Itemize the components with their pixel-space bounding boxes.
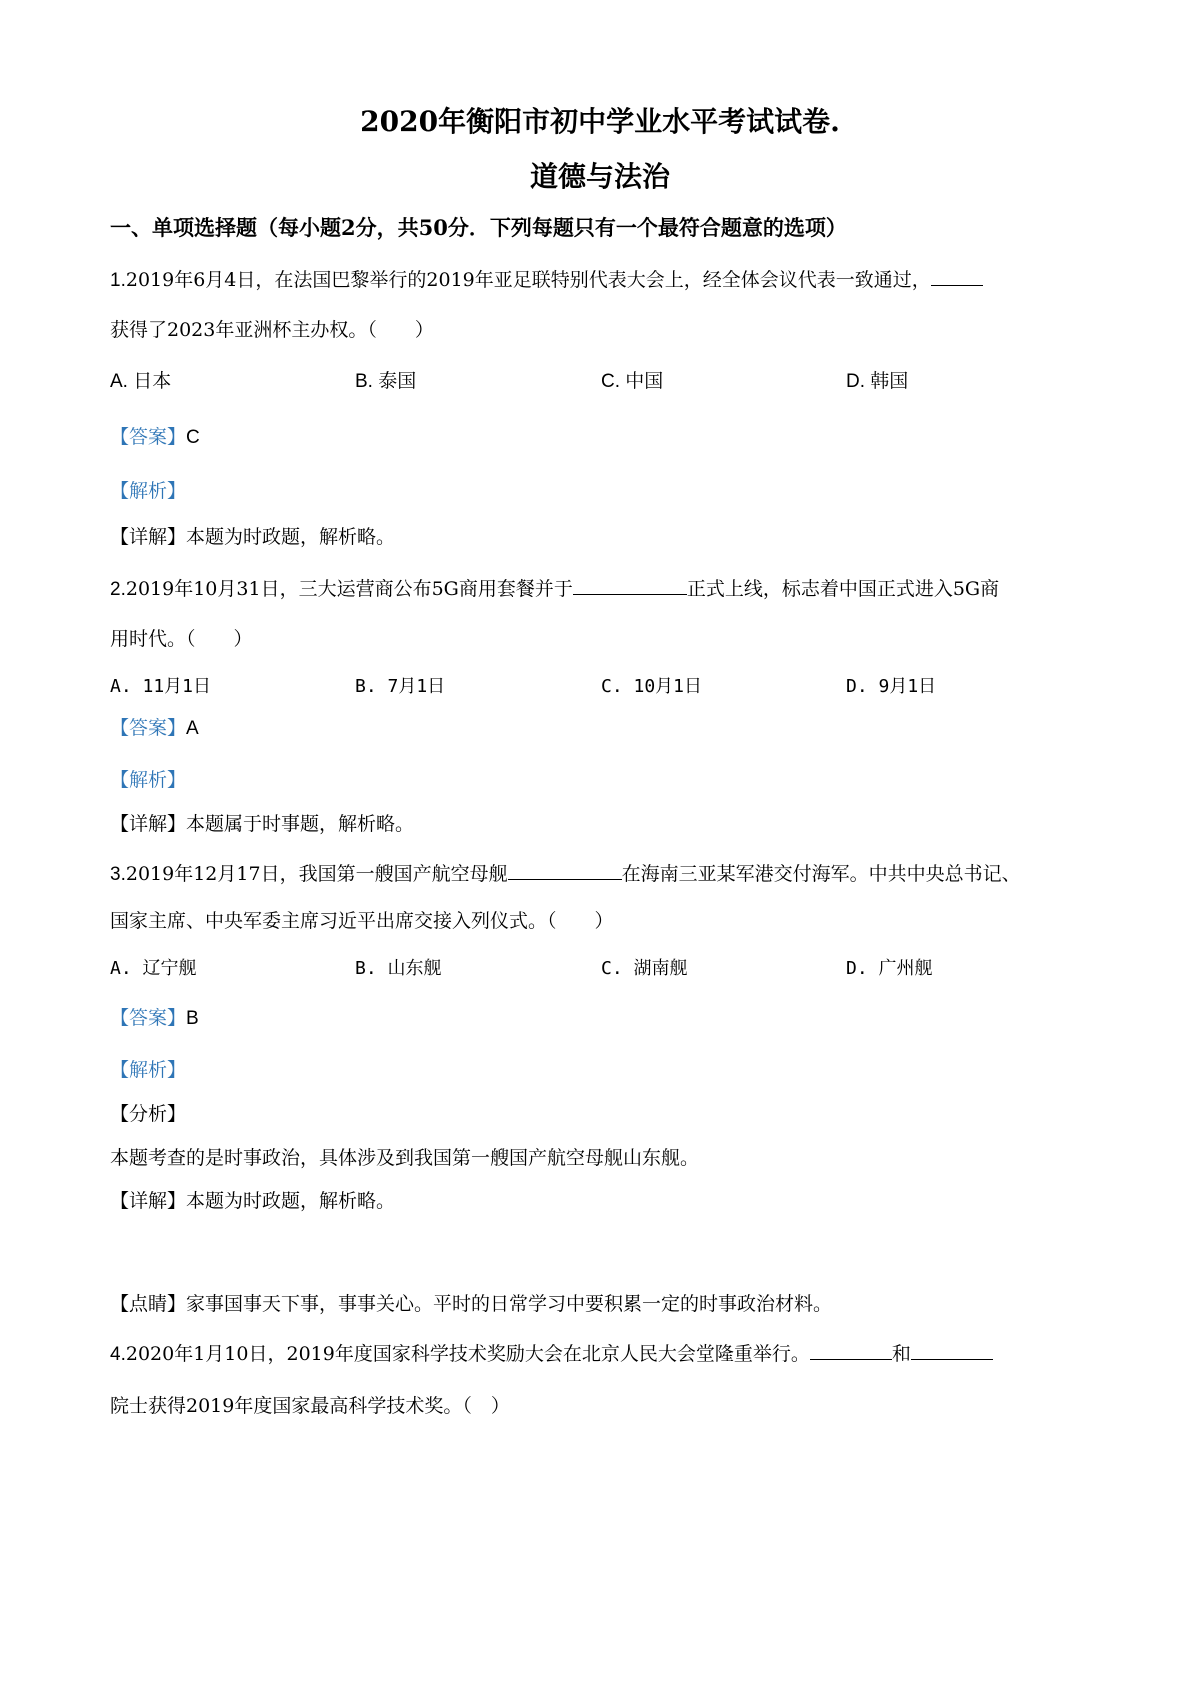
question-number: 1. bbox=[110, 270, 126, 291]
q1-detail bbox=[110, 522, 395, 549]
q3-fenxi-tag: 【分析】 bbox=[110, 1103, 187, 1125]
question-text: 2019年10月31日，三大运营商公布5G商用套餐并于 bbox=[125, 578, 573, 600]
q3-fenxi-text: 本题考查的是时事政治，具体涉及到我国第一艘国产航空母舰山东舰。 bbox=[110, 1147, 700, 1169]
detail-tag: 【详解】 bbox=[110, 1190, 187, 1212]
question-4-line-1 bbox=[110, 1339, 993, 1366]
question-3-line-2: 国家主席、中央军委主席习近平出席交接入列仪式。（ ） bbox=[110, 910, 614, 932]
detail-tag: 【详解】 bbox=[110, 526, 187, 548]
question-1-line-1 bbox=[110, 265, 983, 292]
page-title: 2020年衡阳市初中学业水平考试试卷. bbox=[360, 105, 840, 138]
question-2-line-2: 用时代。（ ） bbox=[110, 628, 253, 650]
section-heading: 一、单项选择题（每小题2分，共50分．下列每题只有一个最符合题意的选项） bbox=[110, 215, 847, 240]
q3-option-c: C. 湖南舰 bbox=[601, 958, 688, 979]
q3-answer bbox=[110, 1003, 199, 1030]
question-text-cont: 正式上线，标志着中国正式进入5G商 bbox=[686, 578, 1000, 600]
q3-option-a: A. 辽宁舰 bbox=[110, 958, 197, 979]
q3-dianjing bbox=[110, 1289, 832, 1316]
question-text-mid: 和 bbox=[891, 1343, 911, 1365]
answer-value: C bbox=[186, 427, 200, 448]
question-text: 2019年6月4日，在法国巴黎举行的2019年亚足联特别代表大会上，经全体会议代表一致通过， bbox=[125, 269, 931, 291]
detail-text: 本题属于时事题，解析略。 bbox=[186, 813, 415, 835]
question-text-cont: 在海南三亚某军港交付海军。中共中央总书记、 bbox=[621, 863, 1021, 885]
q1-analysis-tag: 【解析】 bbox=[110, 480, 187, 502]
q1-option-c: C. 中国 bbox=[601, 371, 664, 392]
q1-option-d: D. 韩国 bbox=[846, 371, 909, 392]
answer-blank-2 bbox=[911, 1339, 993, 1360]
q2-option-b: B. 7月1日 bbox=[355, 676, 446, 697]
question-text: 2019年12月17日，我国第一艘国产航空母舰 bbox=[125, 863, 508, 885]
detail-tag: 【详解】 bbox=[110, 813, 187, 835]
q2-option-c: C. 10月1日 bbox=[601, 676, 703, 697]
question-number: 4. bbox=[110, 1344, 126, 1365]
question-3-line-1 bbox=[110, 859, 1021, 886]
q3-analysis-tag: 【解析】 bbox=[110, 1059, 187, 1081]
answer-value: A bbox=[186, 718, 199, 739]
question-number: 2. bbox=[110, 579, 126, 600]
answer-value: B bbox=[186, 1008, 199, 1029]
question-text: 2020年1月10日，2019年度国家科学技术奖励大会在北京人民大会堂隆重举行。 bbox=[125, 1343, 810, 1365]
q2-option-a: A. 11月1日 bbox=[110, 676, 212, 697]
page-subtitle: 道德与法治 bbox=[529, 160, 670, 193]
question-1-line-2: 获得了2023年亚洲杯主办权。（ ） bbox=[110, 319, 434, 341]
answer-blank bbox=[931, 265, 983, 286]
answer-tag: 【答案】 bbox=[110, 426, 187, 448]
detail-text: 本题为时政题，解析略。 bbox=[186, 1190, 396, 1212]
dianjing-text: 家事国事天下事，事事关心。平时的日常学习中要积累一定的时事政治材料。 bbox=[186, 1293, 833, 1315]
dianjing-tag: 【点睛】 bbox=[110, 1293, 187, 1315]
question-2-line-1 bbox=[110, 574, 999, 601]
answer-tag: 【答案】 bbox=[110, 717, 187, 739]
answer-tag: 【答案】 bbox=[110, 1007, 187, 1029]
q3-detail bbox=[110, 1186, 395, 1213]
answer-blank-1 bbox=[810, 1339, 892, 1360]
q2-option-d: D. 9月1日 bbox=[846, 676, 937, 697]
q1-answer bbox=[110, 422, 200, 449]
detail-text: 本题为时政题，解析略。 bbox=[186, 526, 396, 548]
q2-analysis-tag: 【解析】 bbox=[110, 769, 187, 791]
q3-option-d: D. 广州舰 bbox=[846, 958, 933, 979]
answer-blank bbox=[573, 574, 687, 595]
q1-option-b: B. 泰国 bbox=[355, 371, 417, 392]
question-4-line-2: 院士获得2019年度国家最高科学技术奖。（ ） bbox=[110, 1395, 510, 1417]
q3-option-b: B. 山东舰 bbox=[355, 958, 442, 979]
question-number: 3. bbox=[110, 864, 126, 885]
q2-answer bbox=[110, 713, 199, 740]
q2-detail bbox=[110, 809, 414, 836]
answer-blank bbox=[508, 859, 622, 880]
q1-option-a: A. 日本 bbox=[110, 371, 172, 392]
